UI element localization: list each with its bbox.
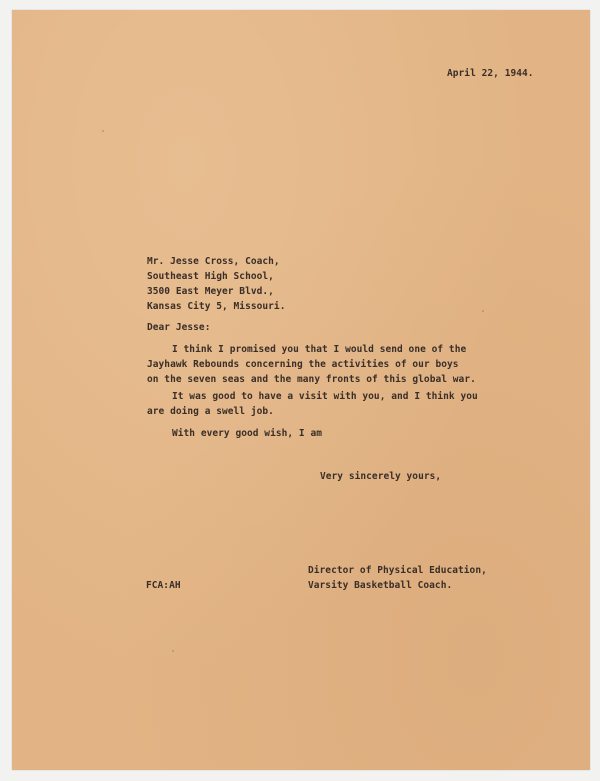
paper-fleck	[172, 650, 174, 652]
body-paragraph-1-line-3: on the seven seas and the many fronts of this global war.	[147, 374, 476, 385]
paper-fleck	[102, 130, 104, 132]
signature-title-line-1: Director of Physical Education,	[308, 565, 487, 576]
letter-page	[12, 10, 590, 770]
complimentary-closing: Very sincerely yours,	[320, 471, 442, 482]
recipient-school-line: Southeast High School,	[147, 271, 274, 282]
signature-title-line-2: Varsity Basketball Coach.	[308, 580, 453, 591]
body-paragraph-1-line-1: I think I promised you that I would send one of the	[172, 344, 467, 355]
body-paragraph-2-line-2: are doing a swell job.	[147, 406, 274, 417]
salutation: Dear Jesse:	[147, 322, 211, 333]
body-paragraph-2-line-1: It was good to have a visit with you, and I think you	[172, 391, 478, 402]
paper-fleck	[482, 310, 484, 312]
recipient-city-line: Kansas City 5, Missouri.	[147, 301, 286, 312]
reference-initials: FCA:AH	[146, 580, 181, 591]
body-paragraph-1-line-2: Jayhawk Rebounds concerning the activities of our boys	[147, 359, 459, 370]
letter-date: April 22, 1944.	[447, 68, 534, 79]
recipient-street-line: 3500 East Meyer Blvd.,	[147, 286, 274, 297]
body-paragraph-3: With every good wish, I am	[172, 428, 323, 439]
recipient-name-line: Mr. Jesse Cross, Coach,	[147, 256, 280, 267]
